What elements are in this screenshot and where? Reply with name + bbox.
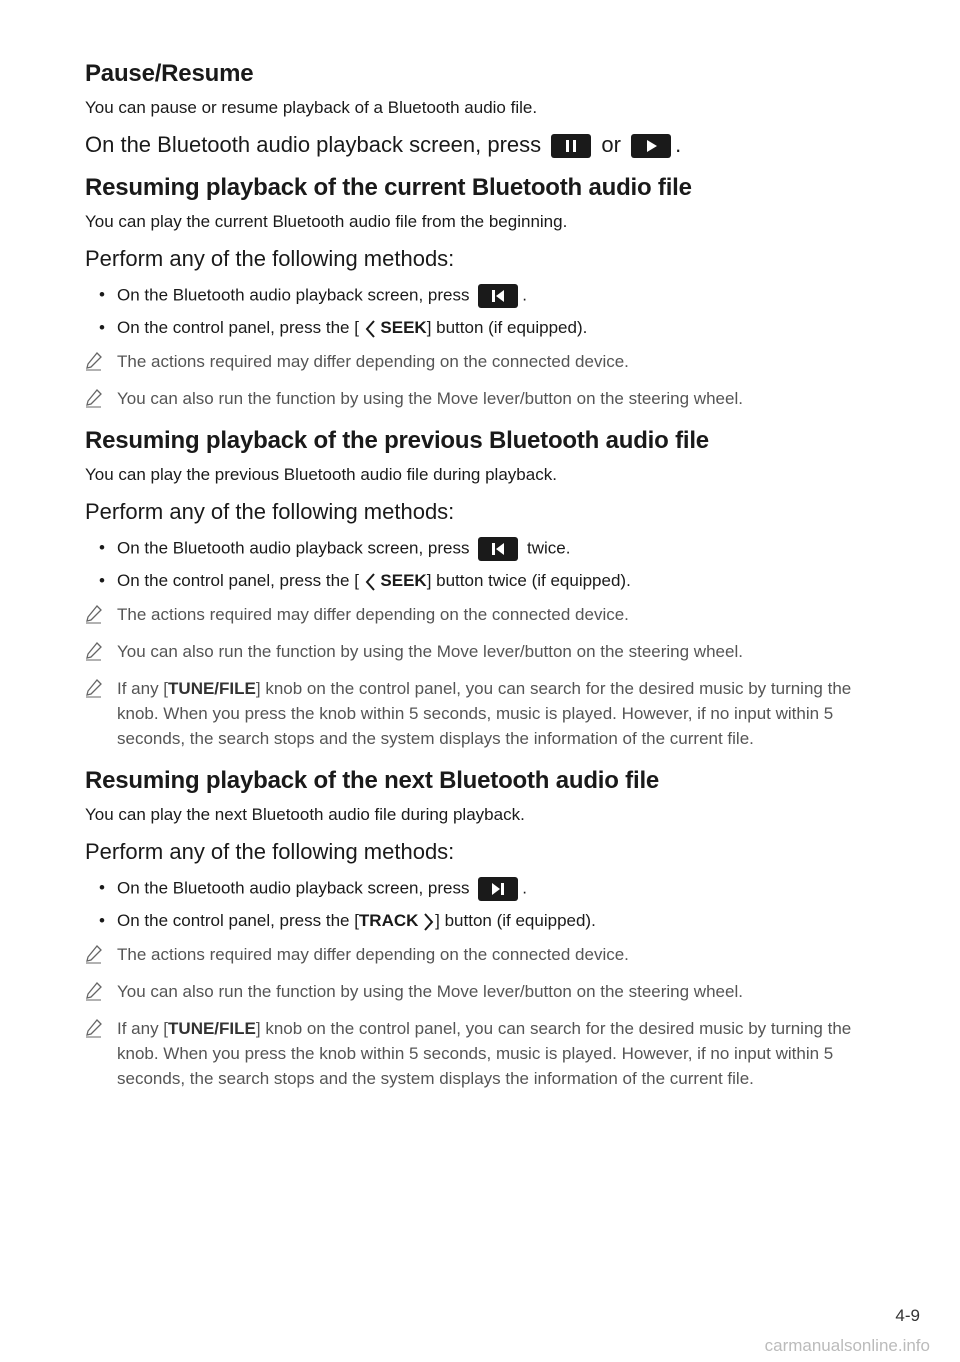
section-title: Resuming playback of the current Bluetooth audio file [85,174,692,202]
pause-button-icon [551,134,591,158]
note-text: If any [ [117,1019,169,1039]
list-item [85,317,885,339]
note-text: You can also run the function by using the Move lever/button on the steering wheel. [117,982,743,1002]
note [85,942,885,967]
step-text-or: or [601,132,621,157]
note-text: If any [ [117,679,169,699]
section-description: You can play the previous Bluetooth audio file during playback. [85,465,557,485]
next-button-icon [478,877,518,901]
key-label: TUNE/FILE [168,1019,256,1039]
list-item-text: On the Bluetooth audio playback screen, press [117,285,470,305]
page-number: 4-9 [895,1306,920,1325]
list-item-text-end: ] button (if equipped). [426,318,588,338]
list-item-text: On the control panel, press the [ [117,571,359,591]
section-title: Resuming playback of the previous Bluetooth audio file [85,427,709,455]
list-item-text-end: . [522,878,527,898]
method-list [85,284,885,339]
note [85,386,885,411]
section-description: You can play the next Bluetooth audio file during playback. [85,805,525,825]
method-list [85,537,885,592]
note-text: You can also run the function by using the Move lever/button on the steering wheel. [117,642,743,662]
chevron-right-icon [423,912,435,932]
section-next-file [85,767,885,1091]
chevron-left-icon [364,319,376,339]
section-description: You can pause or resume playback of a Bluetooth audio file. [85,98,538,117]
note-text: You can also run the function by using the Move lever/button on the steering wheel. [117,389,743,409]
note-text: The actions required may differ depending on the connected device. [117,605,629,625]
list-item [85,910,885,932]
step-text: On the Bluetooth audio playback screen, press [85,132,542,157]
list-item [85,284,885,308]
key-label: TRACK [358,911,419,931]
list-item-text: On the control panel, press the [ [117,911,359,931]
watermark: carmanualsonline.info [764,1336,930,1355]
list-item-text-end: ] button twice (if equipped). [426,571,631,591]
pencil-note-icon [85,944,103,964]
note [85,1016,885,1091]
previous-button-icon [478,537,518,561]
pencil-note-icon [85,641,103,661]
note-text-end: ] knob on the control panel, you can search for the desired music by turning the knob. When you press the knob within 5 seconds, music is played. However, if no input within 5 seconds, the search stops and the system displays the information of the current file. [117,679,852,749]
pencil-note-icon [85,678,103,698]
key-label: SEEK [380,318,427,338]
section-pause-resume [85,60,885,158]
note [85,639,885,664]
list-item-text-end: ] button (if equipped). [435,911,596,931]
pencil-note-icon [85,351,103,371]
step-instruction [85,132,885,158]
note-text: The actions required may differ depending on the connected device. [117,352,629,372]
step-text-end: . [675,132,682,157]
note-text: The actions required may differ depending on the connected device. [117,945,629,965]
pencil-note-icon [85,388,103,408]
note [85,676,885,751]
chevron-left-icon [364,572,376,592]
list-item-text: On the Bluetooth audio playback screen, press [117,538,470,558]
list-item-text: On the control panel, press the [ [117,318,359,338]
note [85,349,885,374]
play-button-icon [631,134,671,158]
manual-page [85,60,885,1107]
step-instruction: Perform any of the following methods: [85,499,455,525]
list-item [85,537,885,561]
key-label: TUNE/FILE [168,679,256,699]
section-current-file [85,174,885,411]
list-item [85,570,885,592]
section-title: Resuming playback of the next Bluetooth audio file [85,767,660,795]
key-label: SEEK [380,571,427,591]
note [85,979,885,1004]
list-item-text-end: . [522,285,527,305]
list-item [85,877,885,901]
method-list [85,877,885,932]
previous-button-icon [478,284,518,308]
note [85,602,885,627]
section-title: Pause/Resume [85,60,254,87]
section-previous-file [85,427,885,751]
step-instruction: Perform any of the following methods: [85,246,455,272]
pencil-note-icon [85,1018,103,1038]
pencil-note-icon [85,604,103,624]
pencil-note-icon [85,981,103,1001]
section-description: You can play the current Bluetooth audio file from the beginning. [85,212,568,232]
list-item-text: On the Bluetooth audio playback screen, press [117,878,470,898]
note-text-end: ] knob on the control panel, you can search for the desired music by turning the knob. When you press the knob within 5 seconds, music is played. However, if no input within 5 seconds, the search stops and the system displays the information of the current file. [117,1019,852,1089]
list-item-text-end: twice. [526,538,571,558]
step-instruction: Perform any of the following methods: [85,839,455,865]
